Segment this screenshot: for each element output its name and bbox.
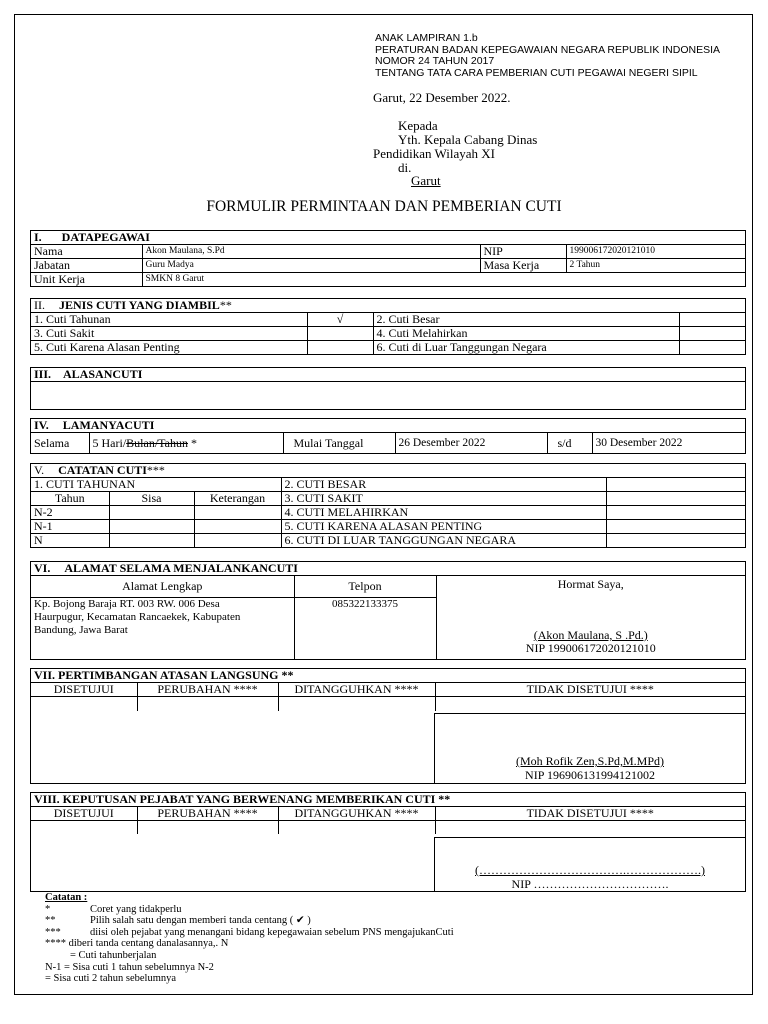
name-label: Nama — [31, 245, 142, 259]
authority-signature — [434, 837, 745, 891]
notes-title: Catatan : — [45, 892, 88, 903]
phone-header: Telpon — [294, 576, 436, 597]
record-item-maternity: 4. CUTI MELAHIRKAN — [281, 506, 606, 520]
section-5-number: V. — [34, 463, 45, 477]
leave-unpaid-label: 6. Cuti di Luar Tanggungan Negara — [373, 341, 679, 355]
section-1-number: I. — [34, 230, 42, 244]
place-date: Garut, 22 Desember 2022. — [373, 90, 511, 105]
tenure-label: Masa Kerja — [480, 259, 566, 273]
leave-important-check[interactable] — [307, 341, 373, 355]
duration-struck: Bulan/Tahun — [126, 435, 188, 450]
leave-unpaid-check[interactable] — [679, 341, 745, 355]
address-header: Alamat Lengkap — [31, 576, 294, 597]
notes — [45, 892, 454, 985]
section-5-title — [31, 464, 745, 478]
leave-major-label: 2. Cuti Besar — [373, 313, 679, 327]
section-leave-record — [30, 463, 746, 548]
section-leave-type — [30, 298, 746, 355]
auth-approved-value[interactable] — [31, 821, 137, 835]
end-date-value: 30 Desember 2022 — [592, 433, 745, 453]
section-4-label: LAMANYACUTI — [62, 418, 155, 432]
note-1-text: Coret yang tidakperlu — [90, 903, 182, 915]
note-1-symbol: * — [45, 903, 51, 915]
auth-postponed-header: DITANGGUHKAN **** — [278, 807, 435, 821]
section-6-label: ALAMAT SELAMA MENJALANKANCUTI — [64, 561, 298, 575]
record-item-major: 2. CUTI BESAR — [281, 478, 606, 492]
applicant-nip: NIP 199006172020121010 — [525, 641, 656, 655]
note-2 — [45, 915, 454, 927]
annex-line-2: PERATURAN BADAN KEPEGAWAIAN NEGARA REPUBLIK INDONESIA — [375, 43, 721, 56]
note-3-text: diisi oleh pejabat yang menangani bidang kepegawaian sebelum PNS mengajukanCuti — [90, 926, 454, 938]
duration-value — [89, 433, 283, 453]
section-2-label: JENIS CUTI YANG DIAMBIL — [59, 298, 220, 312]
start-date-label: Mulai Tanggal — [283, 433, 395, 453]
address-line-3: Bandung, Jawa Barat — [34, 623, 128, 636]
sup-rejected-value[interactable] — [435, 697, 745, 712]
duration-mark: * — [187, 435, 197, 450]
auth-changed-header: PERUBAHAN **** — [137, 807, 278, 821]
address-line-1: Kp. Bojong Baraja RT. 003 RW. 006 Desa — [34, 597, 220, 610]
section-authority — [30, 792, 746, 892]
position-label: Jabatan — [31, 259, 142, 273]
section-4-number: IV. — [34, 418, 49, 432]
authority-name: (……………………………….……………….) — [475, 863, 705, 877]
section-1-title — [31, 231, 745, 245]
section-leave-reason — [30, 367, 746, 410]
sup-approved-header: DISETUJUI — [31, 683, 137, 697]
supervisor-signature — [434, 713, 745, 783]
section-2-number: II. — [34, 298, 45, 312]
auth-postponed-value[interactable] — [278, 821, 435, 835]
record-item-major-value[interactable] — [606, 478, 745, 492]
nip-label: NIP — [480, 245, 566, 259]
sup-changed-header: PERUBAHAN **** — [137, 683, 278, 697]
section-4-title — [31, 419, 745, 433]
section-3-title — [31, 368, 745, 382]
until-label: s/d — [547, 433, 592, 453]
sup-postponed-header: DITANGGUHKAN **** — [278, 683, 435, 697]
section-8-title: VIII. KEPUTUSAN PEJABAT YANG BERWENANG MEMBERIKAN CUTI ** — [31, 793, 745, 807]
note-6: N-1 = Sisa cuti 1 tahun sebelumnya N-2 — [45, 961, 214, 973]
address-value — [31, 597, 294, 659]
signature-space — [440, 591, 743, 629]
applicant-signature — [436, 576, 745, 660]
record-item-important-value[interactable] — [606, 520, 745, 534]
rest-n[interactable] — [109, 534, 194, 548]
supervisor-nip: NIP 196906131994121002 — [525, 768, 655, 782]
note-3-symbol: *** — [45, 926, 61, 938]
annex-header — [375, 33, 720, 79]
auth-rejected-value[interactable] — [435, 821, 745, 835]
leave-major-check[interactable] — [679, 313, 745, 327]
note-2-text: Pilih salah satu dengan memberi tanda centang ( ✔ ) — [90, 915, 311, 927]
recipient-city: Garut — [411, 173, 441, 188]
leave-sick-label: 3. Cuti Sakit — [31, 327, 307, 341]
rest-n2[interactable] — [109, 506, 194, 520]
record-item-unpaid: 6. CUTI DI LUAR TANGGUNGAN NEGARA — [281, 534, 606, 548]
note-7: = Sisa cuti 2 tahun sebelumnya — [45, 973, 177, 985]
record-item-unpaid-value[interactable] — [606, 534, 745, 548]
leave-annual-label: 1. Cuti Tahunan — [31, 313, 307, 327]
sup-rejected-header: TIDAK DISETUJUI **** — [435, 683, 745, 697]
applicant-name: (Akon Maulana, S .Pd.) — [533, 628, 648, 642]
leave-sick-check[interactable] — [307, 327, 373, 341]
sup-changed-value[interactable] — [137, 697, 278, 712]
sup-postponed-value[interactable] — [278, 697, 435, 712]
name-value: Akon Maulana, S.Pd — [142, 245, 480, 259]
annual-leave-label: 1. CUTI TAHUNAN — [31, 478, 281, 492]
section-address — [30, 561, 746, 660]
year-n1: N-1 — [31, 520, 109, 534]
at-label: di. — [398, 160, 412, 175]
form-title: FORMULIR PERMINTAAN DAN PEMBERIAN CUTI — [206, 198, 562, 215]
section-3-label: ALASANCUTI — [63, 367, 143, 381]
leave-important-label: 5. Cuti Karena Alasan Penting — [31, 341, 307, 355]
duration-label: Selama — [31, 433, 89, 453]
note-n2[interactable] — [194, 506, 281, 520]
section-7-title: VII. PERTIMBANGAN ATASAN LANGSUNG ** — [31, 669, 745, 683]
year-n: N — [31, 534, 109, 548]
record-item-sick-value[interactable] — [606, 492, 745, 506]
section-5-mark: *** — [146, 463, 165, 477]
record-item-sick: 3. CUTI SAKIT — [281, 492, 606, 506]
phone-value: 085322133375 — [294, 597, 436, 659]
record-item-important: 5. CUTI KARENA ALASAN PENTING — [281, 520, 606, 534]
leave-reason-field[interactable] — [31, 382, 745, 409]
section-3-number: III. — [34, 367, 52, 381]
section-1-label: DATAPEGAWAI — [61, 230, 150, 244]
note-n1[interactable] — [194, 520, 281, 534]
section-supervisor — [30, 668, 746, 784]
col-note-header: Keterangan — [194, 492, 281, 506]
recipient-line-2: Pendidikan Wilayah XI — [373, 146, 495, 161]
unit-label: Unit Kerja — [31, 273, 142, 287]
annex-line-1: ANAK LAMPIRAN 1.b — [375, 32, 478, 44]
position-value: Guru Madya — [142, 259, 480, 273]
auth-rejected-header: TIDAK DISETUJUI **** — [435, 807, 745, 821]
col-rest-header: Sisa — [109, 492, 194, 506]
note-1 — [45, 904, 454, 916]
nip-value: 199006172020121010 — [566, 245, 745, 259]
start-date-value: 26 Desember 2022 — [395, 433, 547, 453]
address-line-2: Haurpugur, Kecamatan Rancaekek, Kabupaten — [34, 610, 241, 623]
regards-text: Hormat Saya, — [557, 577, 624, 591]
year-n2: N-2 — [31, 506, 109, 520]
leave-maternity-label: 4. Cuti Melahirkan — [373, 327, 679, 341]
note-5: = Cuti tahunberjalan — [70, 949, 157, 961]
recipient-line-1: Yth. Kepala Cabang Dinas — [398, 132, 538, 147]
col-year-header: Tahun — [31, 492, 109, 506]
note-n[interactable] — [194, 534, 281, 548]
section-2-mark: ** — [219, 298, 232, 312]
auth-approved-header: DISETUJUI — [31, 807, 137, 821]
leave-annual-check[interactable]: √ — [307, 313, 373, 327]
section-2-title — [31, 299, 745, 313]
annex-line-4: TENTANG TATA CARA PEMBERIAN CUTI PEGAWAI NEGERI SIPIL — [375, 66, 698, 79]
section-5-label: CATATAN CUTI — [58, 463, 147, 477]
supervisor-name: (Moh Rofik Zen,S.Pd,M.MPd) — [515, 754, 664, 768]
sup-approved-value[interactable] — [31, 697, 137, 712]
rest-n1[interactable] — [109, 520, 194, 534]
tenure-value: 2 Tahun — [566, 259, 745, 273]
unit-value: SMKN 8 Garut — [142, 273, 745, 287]
auth-changed-value[interactable] — [137, 821, 278, 835]
note-2-symbol: ** — [45, 915, 56, 927]
annex-line-3: NOMOR 24 TAHUN 2017 — [375, 55, 495, 67]
section-leave-duration — [30, 418, 746, 454]
duration-days: 5 Hari/ — [92, 435, 127, 450]
section-6-number: VI. — [34, 561, 51, 575]
section-6-title — [31, 562, 745, 576]
note-4: **** diberi tanda centang danalasannya,. N — [45, 938, 229, 950]
to-label: Kepada — [398, 118, 438, 133]
note-3 — [45, 927, 454, 939]
section-employee-data — [30, 230, 746, 287]
record-item-maternity-value[interactable] — [606, 506, 745, 520]
leave-maternity-check[interactable] — [679, 327, 745, 341]
authority-nip: NIP ……………………………. — [511, 877, 669, 891]
